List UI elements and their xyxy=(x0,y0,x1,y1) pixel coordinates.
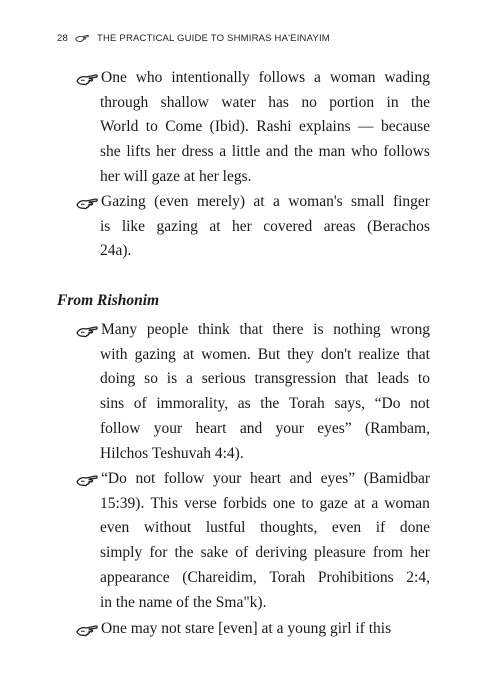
text-line: with gazing at women. But they don't realize that xyxy=(100,345,430,363)
text-line: Gazing (even merely) at a woman's small finger xyxy=(101,193,430,210)
text-line: “Do not follow your heart and eyes” (Bamidbar xyxy=(101,470,430,487)
text-line: appearance (Chareidim, Torah Prohibitions 2:4, xyxy=(100,568,430,586)
hand-pointer-icon xyxy=(76,623,98,637)
running-head xyxy=(57,31,330,45)
text-line: 15:39). This verse forbids one to gaze at a woman xyxy=(100,494,430,512)
text-line: Hilchos Teshuvah 4:4). xyxy=(100,444,244,462)
text-line: even without lustful thoughts, even if done xyxy=(100,519,430,537)
section-heading: From Rishonim xyxy=(57,292,160,309)
hand-pointer-icon xyxy=(76,72,98,86)
text-line: in the name of the Sma"k). xyxy=(100,593,267,611)
text-line: she lifts her dress a little and the man who follows xyxy=(100,143,430,161)
text-line: is like gazing at her covered areas (Berachos xyxy=(100,217,430,235)
text-line: Many people think that there is nothing wrong xyxy=(101,321,430,338)
text-line: follow your heart and your eyes” (Rambam, xyxy=(100,419,430,437)
running-title: THE PRACTICAL GUIDE TO SHMIRAS HA'EINAYIM xyxy=(96,32,330,44)
text-line: doing so is a serious transgression that leads to xyxy=(100,370,430,388)
text-line: her will gaze at her legs. xyxy=(100,167,252,185)
text-line: World to Come (Ibid). Rashi explains — because xyxy=(100,118,430,136)
text-line: sins of immorality, as the Torah says, “Do not xyxy=(100,395,430,413)
text-line: One may not stare [even] at a young girl if this xyxy=(101,620,392,637)
text-line: One who intentionally follows a woman wading xyxy=(101,69,430,86)
text-line: simply for the sake of deriving pleasure from her xyxy=(100,544,430,562)
hand-pointer-icon xyxy=(75,33,89,43)
text-line: through shallow water has no portion in the xyxy=(100,93,430,111)
hand-pointer-icon xyxy=(76,196,98,210)
text-line: 24a). xyxy=(100,242,132,260)
page-number: 28 xyxy=(57,32,68,44)
hand-pointer-icon xyxy=(76,324,98,338)
hand-pointer-icon xyxy=(76,473,98,487)
